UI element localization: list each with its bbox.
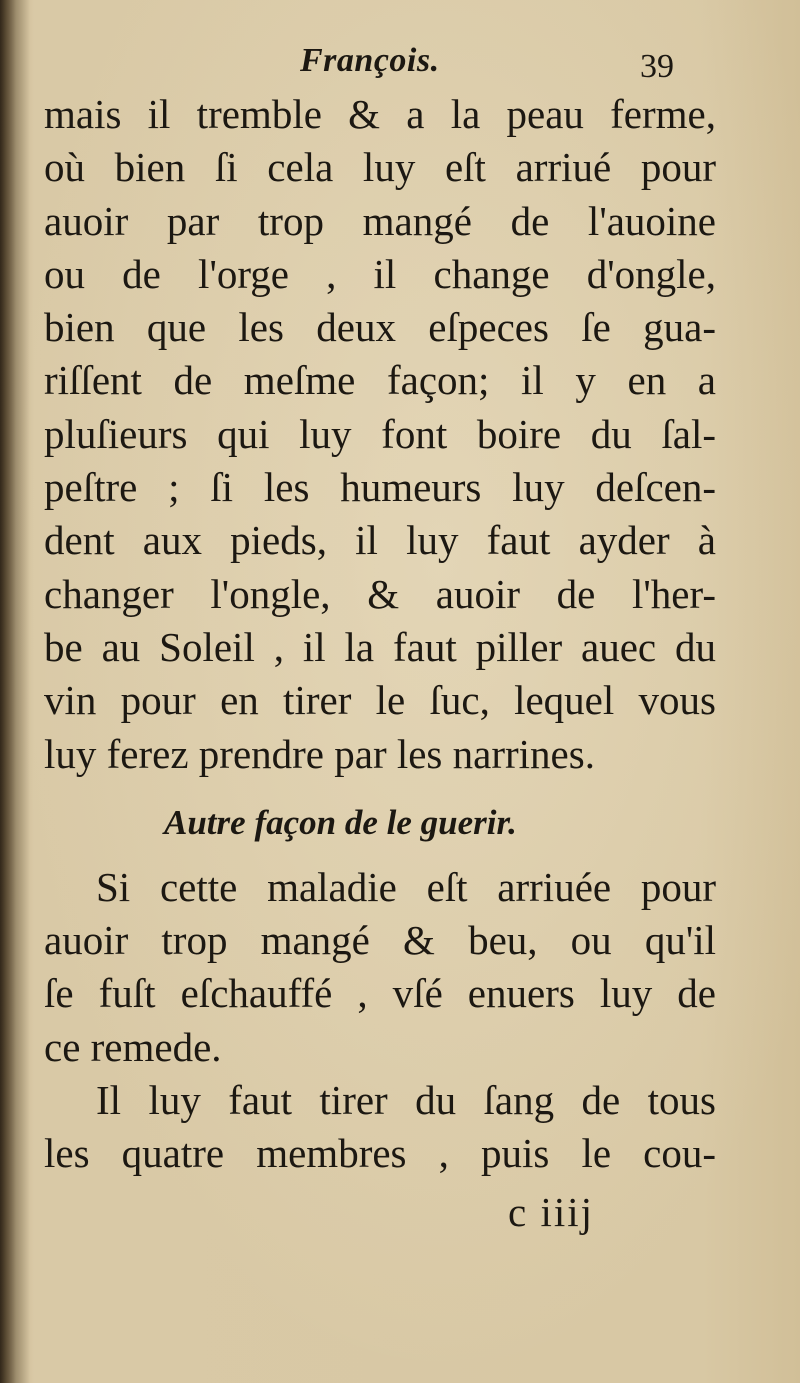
text-block (44, 88, 716, 1181)
spacer (44, 781, 716, 793)
text-line: les quatre membres , puis le cou- (44, 1130, 716, 1177)
text-line: ſe fuſt eſchauffé , vſé enuers luy de (44, 970, 716, 1017)
spine-shadow (0, 0, 30, 1383)
spacer (44, 853, 716, 861)
page-header (0, 40, 800, 90)
text-line: Il luy faut tirer du ſang de tous (96, 1077, 716, 1124)
text-line: Si cette maladie eſt arriuée pour (96, 863, 716, 910)
text-line: pluſieurs qui luy font boire du ſal- (44, 410, 716, 457)
text-line: peſtre ; ſi les humeurs luy deſcen- (44, 464, 716, 511)
text-line: luy ferez prendre par les narrines. (44, 730, 595, 777)
text-line: ce remede. (44, 1023, 222, 1070)
text-line: où bien ſi cela luy eſt arriué pour (44, 144, 716, 191)
paragraph-1 (44, 88, 716, 781)
text-line: bien que les deux eſpeces ſe gua- (44, 304, 716, 351)
text-line: auoir par trop mangé de l'auoine (44, 197, 716, 244)
text-line: auoir trop mangé & beu, ou qu'il (44, 917, 716, 964)
section-heading: Autre façon de le guerir. (164, 802, 517, 842)
page-number: 39 (640, 48, 674, 85)
paragraph-2 (44, 861, 716, 1074)
signature-mark: c iiij (508, 1189, 595, 1235)
text-line: riſſent de meſme façon; il y en a (44, 357, 716, 404)
text-line: vin pour en tirer le ſuc, lequel vous (44, 677, 716, 724)
text-line: mais il tremble & a la peau ferme, (44, 91, 716, 137)
running-head: François. (300, 42, 440, 79)
text-line: be au Soleil , il la faut piller auec du (44, 623, 716, 670)
text-line: dent aux pieds, il luy faut ayder à (44, 517, 716, 564)
text-line: ou de l'orge , il change d'ongle, (44, 250, 716, 297)
text-line: changer l'ongle, & auoir de l'her- (44, 570, 716, 617)
paragraph-3 (44, 1074, 716, 1181)
